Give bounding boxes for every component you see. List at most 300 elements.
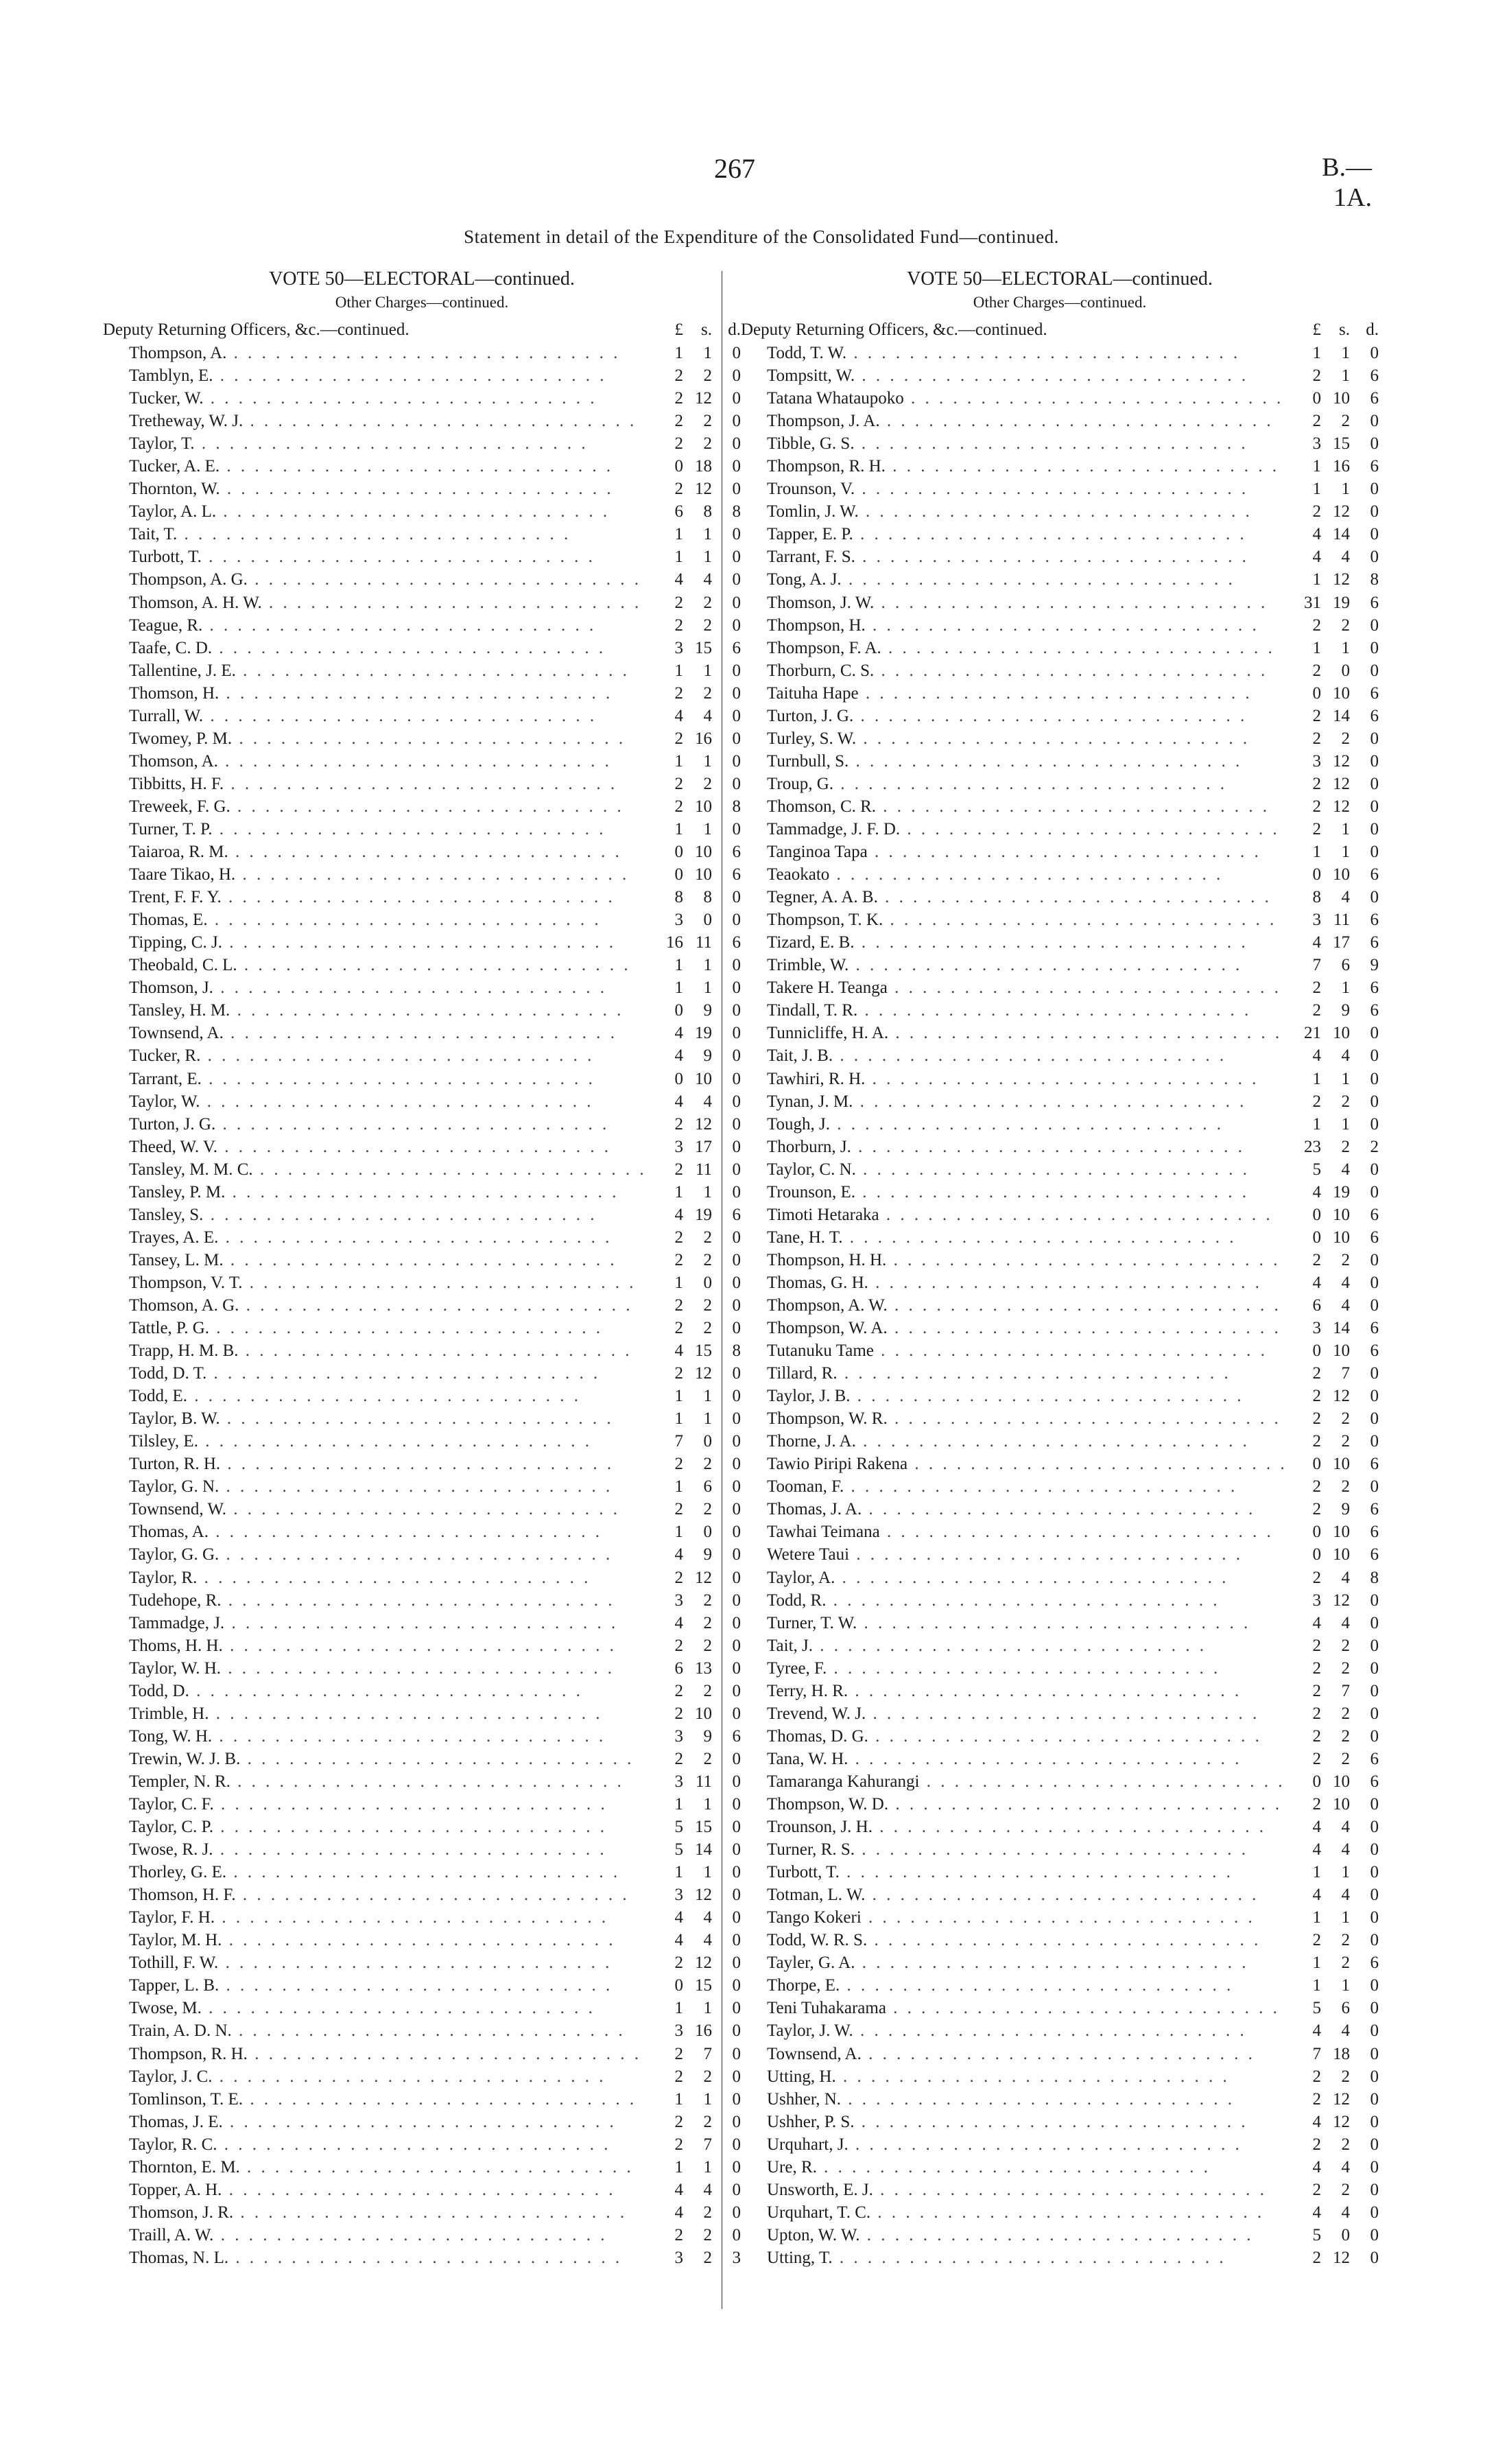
pounds-value: 4 (1312, 2203, 1321, 2222)
entry-row (103, 2133, 741, 2156)
entry-row (741, 2201, 1379, 2224)
payee-name: Taylor, B. W. . . (103, 1407, 649, 1430)
entry-row (741, 705, 1379, 727)
entry-row (741, 863, 1379, 886)
payee-name: Thoms, H. H. . . (103, 1634, 649, 1657)
payee-name: Traill, A. W. . . (103, 2224, 649, 2246)
shillings-value: 12 (1333, 570, 1350, 589)
pence-value: 0 (732, 344, 741, 362)
pounds-value: 2 (674, 366, 683, 386)
pence-header: d. (1366, 320, 1379, 339)
pounds-value: 2 (1312, 1568, 1321, 1587)
entry-row (103, 750, 741, 773)
pence-value: 6 (1370, 683, 1379, 703)
pence-value: 0 (1370, 1273, 1379, 1292)
payee-name: Thomas, J. A. . . (741, 1498, 1287, 1521)
shillings-value: 9 (703, 1726, 712, 1746)
payee-name: Turnbull, S. . . (741, 750, 1287, 773)
payee-name: Taafe, C. D. . . (103, 637, 649, 659)
payee-name: Urquhart, T. C. . . (741, 2201, 1287, 2224)
shillings-value: 4 (1341, 1046, 1350, 1066)
pounds-value: 2 (1312, 978, 1321, 998)
shillings-value: 10 (1333, 865, 1350, 884)
entry-row (103, 659, 741, 682)
pence-value: 0 (732, 978, 741, 998)
entry-row (741, 1974, 1379, 1997)
pounds-value: 6 (674, 502, 683, 521)
entry-row (103, 1068, 741, 1090)
pence-value: 0 (1370, 1114, 1379, 1134)
pence-value: 0 (732, 548, 741, 567)
pence-value: 0 (732, 956, 741, 975)
pounds-value: 3 (674, 911, 683, 930)
shillings-value: 4 (703, 570, 712, 589)
entry-row (103, 1044, 741, 1067)
pence-value: 6 (1370, 389, 1379, 408)
entry-list (741, 342, 1379, 2269)
pounds-value: 2 (1312, 2180, 1321, 2199)
payee-name: Tawhai Teimana . . (741, 1521, 1287, 1543)
pence-value: 0 (732, 819, 741, 838)
shillings-value: 6 (1341, 956, 1350, 975)
pounds-value: 2 (1312, 2135, 1321, 2154)
entry-row (741, 1339, 1379, 1362)
pence-value: 0 (732, 888, 741, 907)
right-column (741, 268, 1379, 2269)
page-number: 267 (714, 153, 755, 184)
shillings-value: 0 (703, 1432, 712, 1451)
pence-value: 0 (1370, 525, 1379, 544)
payee-name: Thomson, J. R. . . (103, 2201, 649, 2224)
shillings-value: 10 (1333, 389, 1350, 408)
pounds-header: £ (674, 320, 683, 339)
pounds-value: 4 (1312, 2112, 1321, 2131)
pounds-value: 2 (1312, 1931, 1321, 1950)
pence-value: 0 (732, 389, 741, 408)
shillings-value: 4 (1341, 548, 1350, 567)
pounds-value: 4 (1312, 1613, 1321, 1632)
shillings-value: 2 (703, 1636, 712, 1655)
pounds-value: 2 (674, 1749, 683, 1768)
pence-value: 0 (732, 1749, 741, 1768)
payee-name: Todd, D. T. . . (103, 1362, 649, 1385)
payee-name: Thompson, H. H. . . (741, 1249, 1287, 1271)
payee-name: Tallentine, J. E. . . (103, 659, 649, 682)
shillings-value: 4 (703, 2180, 712, 2199)
pence-value: 0 (732, 2225, 741, 2244)
shillings-value: 1 (703, 2089, 712, 2109)
pence-value: 0 (1370, 1613, 1379, 1632)
pence-value: 6 (1370, 1319, 1379, 1338)
payee-name: Thomson, J. . . (103, 976, 649, 999)
shillings-value: 2 (1341, 1092, 1350, 1111)
payee-name: Thorpe, E. . . (741, 1974, 1287, 1997)
payee-name: Tong, A. J. . . (741, 568, 1287, 591)
shillings-value: 1 (1341, 480, 1350, 499)
pence-value: 0 (732, 2089, 741, 2109)
payee-name: Tothill, F. W. . . (103, 1951, 649, 1974)
shillings-value: 2 (703, 1228, 712, 1247)
pence-value: 0 (732, 2180, 741, 2199)
pence-value: 6 (1370, 1001, 1379, 1020)
payee-name: Taylor, C. F. . . (103, 1793, 649, 1816)
entry-row (103, 2111, 741, 2133)
shillings-value: 10 (1333, 1772, 1350, 1791)
payee-name: Topper, A. H. . . (103, 2179, 649, 2201)
shillings-value: 2 (1341, 1477, 1350, 1497)
pounds-value: 3 (1312, 1319, 1321, 1338)
payee-name: Tait, J. . . (741, 1634, 1287, 1657)
shillings-value: 6 (1341, 1999, 1350, 2018)
pounds-value: 1 (1312, 480, 1321, 499)
pounds-value: 2 (1312, 661, 1321, 680)
pounds-value: 2 (674, 2067, 683, 2086)
entry-row (741, 1680, 1379, 1702)
pence-value: 6 (1370, 1523, 1379, 1542)
entry-row (741, 1158, 1379, 1181)
entry-row (103, 1475, 741, 1498)
pence-value: 6 (1370, 457, 1379, 476)
pounds-value: 2 (1312, 1432, 1321, 1451)
pence-value: 6 (1370, 1455, 1379, 1474)
shillings-value: 12 (1333, 797, 1350, 816)
entry-row (103, 1521, 741, 1543)
pounds-value: 1 (674, 1999, 683, 2018)
pounds-value: 2 (1312, 1749, 1321, 1768)
entry-row (741, 1498, 1379, 1521)
pounds-value: 4 (674, 1024, 683, 1043)
pounds-value: 0 (1312, 865, 1321, 884)
payee-name: Tucker, A. E. . . (103, 455, 649, 478)
pounds-value: 2 (1312, 1704, 1321, 1723)
pence-value: 6 (732, 843, 741, 862)
pounds-value: 3 (1312, 911, 1321, 930)
entry-row (103, 818, 741, 841)
payee-name: Turbott, T. . . (103, 545, 649, 568)
pence-value: 0 (732, 1046, 741, 1066)
pence-value: 6 (1370, 911, 1379, 930)
shillings-value: 1 (1341, 344, 1350, 362)
entry-row (103, 1543, 741, 1566)
entry-row (741, 1770, 1379, 1793)
payee-name: Tutanuku Tame . . (741, 1339, 1287, 1362)
entry-row (741, 1317, 1379, 1339)
pounds-value: 2 (1312, 819, 1321, 838)
entry-row (103, 1136, 741, 1158)
pounds-value: 2 (674, 1568, 683, 1587)
shillings-value: 1 (703, 2157, 712, 2176)
entry-row (103, 1294, 741, 1317)
shillings-value: 10 (695, 1704, 712, 1723)
pounds-value: 3 (674, 1137, 683, 1156)
entry-row (103, 954, 741, 976)
shillings-value: 1 (703, 978, 712, 998)
pounds-value: 21 (1304, 1024, 1321, 1043)
pence-value: 0 (1370, 1726, 1379, 1746)
pounds-value: 2 (674, 1636, 683, 1655)
payee-name: Tilsley, E. . . (103, 1430, 649, 1453)
pounds-value: 2 (674, 2135, 683, 2154)
payee-name: Taylor, A. . . (741, 1567, 1287, 1589)
entry-row (103, 432, 741, 455)
pence-value: 0 (732, 366, 741, 386)
pounds-value: 4 (1312, 1182, 1321, 1201)
payee-name: Taylor, A. L. . . (103, 500, 649, 523)
pounds-value: 2 (674, 1295, 683, 1315)
shillings-value: 0 (703, 1523, 712, 1542)
shillings-value: 15 (695, 1341, 712, 1361)
shillings-value: 2 (1341, 729, 1350, 748)
entry-row (103, 1793, 741, 1816)
pounds-value: 1 (1312, 457, 1321, 476)
pounds-value: 2 (674, 1250, 683, 1269)
entry-row (103, 455, 741, 478)
pence-value: 0 (1370, 1409, 1379, 1429)
shillings-value: 2 (703, 2248, 712, 2267)
entry-row (741, 1521, 1379, 1543)
entry-row (741, 2088, 1379, 2111)
payee-name: Tattle, P. G. . . (103, 1317, 649, 1339)
pence-value: 0 (732, 1319, 741, 1338)
shillings-value: 10 (1333, 1341, 1350, 1361)
shillings-value: 12 (695, 389, 712, 408)
payee-name: Tansley, M. M. C. . . (103, 1158, 649, 1181)
pounds-value: 4 (674, 570, 683, 589)
payee-name: Utting, H. . . (741, 2065, 1287, 2088)
entry-row (741, 637, 1379, 659)
pounds-value: 7 (1312, 2044, 1321, 2063)
pence-value: 6 (1370, 933, 1379, 952)
pence-value: 0 (1370, 2180, 1379, 2199)
payee-name: Tansley, S. . . (103, 1204, 649, 1226)
shillings-value: 18 (1333, 2044, 1350, 2063)
payee-name: Thomson, A. . . (103, 750, 649, 773)
pounds-value: 31 (1304, 593, 1321, 612)
payee-name: Twose, R. J. . . (103, 1838, 649, 1861)
payee-name: Tunnicliffe, H. A. . . (741, 1022, 1287, 1044)
payee-name: Thomas, G. H. . . (741, 1271, 1287, 1294)
payee-name: Taare Tikao, H. . . (103, 863, 649, 886)
payee-name: Tane, H. T. . . (741, 1226, 1287, 1249)
shillings-value: 2 (1341, 1749, 1350, 1768)
shillings-value: 2 (1341, 615, 1350, 635)
shillings-value: 11 (695, 933, 712, 952)
pence-value: 0 (1370, 1092, 1379, 1111)
pence-value: 0 (1370, 1432, 1379, 1451)
pounds-value: 3 (674, 2021, 683, 2041)
pence-value: 0 (732, 434, 741, 454)
pounds-value: 1 (1312, 1976, 1321, 1995)
entry-row (741, 841, 1379, 863)
pence-value: 6 (1370, 1772, 1379, 1791)
payee-name: Tucker, R. . . (103, 1044, 649, 1067)
pounds-value: 4 (674, 1205, 683, 1224)
entry-row (741, 1725, 1379, 1748)
shillings-value: 1 (703, 1863, 712, 1882)
payee-name: Tansley, P. M. . . (103, 1181, 649, 1204)
payee-name: Taylor, W. H. . . (103, 1657, 649, 1680)
payee-name: Treweek, F. G. . . (103, 795, 649, 818)
payee-name: Turton, R. H. . . (103, 1453, 649, 1475)
pence-value: 0 (732, 1409, 741, 1429)
entry-row (103, 999, 741, 1022)
shillings-value: 1 (1341, 819, 1350, 838)
pounds-value: 5 (1312, 1160, 1321, 1179)
pence-value: 0 (732, 1364, 741, 1383)
shillings-value: 4 (1341, 1840, 1350, 1859)
section-subheading (741, 318, 1379, 342)
entry-row (741, 908, 1379, 931)
pence-value: 0 (732, 1432, 741, 1451)
shillings-value: 12 (1333, 502, 1350, 521)
pounds-value: 2 (674, 683, 683, 703)
shillings-value: 2 (703, 2225, 712, 2244)
pounds-value: 2 (1312, 706, 1321, 725)
pence-value: 3 (732, 2248, 741, 2267)
shillings-value: 14 (1333, 706, 1350, 725)
pounds-value: 0 (1312, 1545, 1321, 1564)
shillings-value: 16 (695, 2021, 712, 2041)
payee-name: Ushher, P. S. . . (741, 2111, 1287, 2133)
payee-name: Thompson, A. G. . . (103, 568, 649, 591)
entry-row (741, 1068, 1379, 1090)
shillings-value: 10 (695, 797, 712, 816)
shillings-header: s. (1339, 320, 1350, 339)
entry-row (103, 1249, 741, 1271)
shillings-value: 17 (1333, 933, 1350, 952)
shillings-value: 11 (1333, 911, 1350, 930)
shillings-value: 12 (1333, 774, 1350, 793)
shillings-value: 0 (1341, 661, 1350, 680)
pence-value: 0 (1370, 2044, 1379, 2063)
entry-row (741, 1044, 1379, 1067)
entry-row (741, 478, 1379, 500)
shillings-value: 2 (703, 1591, 712, 1610)
shillings-value: 19 (695, 1205, 712, 1224)
payee-name: Thompson, H. . . (741, 614, 1287, 637)
shillings-value: 12 (1333, 2089, 1350, 2109)
pence-value: 6 (1370, 1953, 1379, 1973)
pence-value: 0 (1370, 1840, 1379, 1859)
pence-value: 0 (1370, 638, 1379, 657)
pence-value: 0 (1370, 1295, 1379, 1315)
pounds-value: 2 (674, 480, 683, 499)
pence-value: 0 (1370, 615, 1379, 635)
entry-row (741, 1906, 1379, 1929)
payee-name: Thomson, A. G. . . (103, 1294, 649, 1317)
entry-row (741, 773, 1379, 795)
pounds-value: 6 (674, 1658, 683, 1678)
shillings-value: 1 (703, 751, 712, 771)
pounds-value: 2 (1312, 1658, 1321, 1678)
pence-value: 0 (732, 911, 741, 930)
pence-value: 0 (1370, 1863, 1379, 1882)
pounds-value: 3 (1312, 751, 1321, 771)
payee-name: Taylor, R. C. . . (103, 2133, 649, 2156)
pence-value: 0 (732, 570, 741, 589)
payee-name: Tammadge, J. . . (103, 1612, 649, 1634)
entry-row (103, 2246, 741, 2269)
entry-row (103, 2156, 741, 2179)
shillings-value: 12 (695, 1953, 712, 1973)
pounds-value: 8 (674, 888, 683, 907)
entry-row (741, 886, 1379, 908)
pounds-value: 1 (1312, 1863, 1321, 1882)
pounds-value: 2 (674, 434, 683, 454)
vote-heading: VOTE 50—ELECTORAL—continued. (907, 268, 1213, 290)
pence-value: 0 (1370, 2225, 1379, 2244)
pence-value: 0 (732, 1024, 741, 1043)
entry-row (103, 1181, 741, 1204)
pence-value: 0 (732, 1137, 741, 1156)
payee-name: Thompson, R. H. . . (103, 2043, 649, 2065)
payee-name: Taituha Hape . . (741, 682, 1287, 705)
shillings-value: 10 (1333, 1455, 1350, 1474)
shillings-value: 10 (1333, 683, 1350, 703)
pounds-value: 4 (674, 1545, 683, 1564)
pence-value: 2 (1370, 1137, 1379, 1156)
payee-name: Trayes, A. E. . . (103, 1226, 649, 1249)
pounds-value: 2 (1312, 1250, 1321, 1269)
pence-value: 0 (1370, 2135, 1379, 2154)
entry-row (103, 1838, 741, 1861)
payee-name: Taylor, J. B. . . (741, 1385, 1287, 1407)
payee-name: Tapper, L. B. . . (103, 1974, 649, 1997)
payee-name: Tait, J. B. . . (741, 1044, 1287, 1067)
pence-value: 0 (732, 1114, 741, 1134)
pounds-value: 3 (674, 1772, 683, 1791)
pounds-value: 0 (1312, 1523, 1321, 1542)
pounds-value: 2 (674, 797, 683, 816)
shillings-value: 10 (1333, 1545, 1350, 1564)
pounds-value: 7 (674, 1432, 683, 1451)
pounds-value: 2 (1312, 1387, 1321, 1406)
pounds-value: 4 (674, 2203, 683, 2222)
payee-name: Trounson, E. . . (741, 1181, 1287, 1204)
entry-row (741, 931, 1379, 954)
pounds-value: 4 (1312, 548, 1321, 567)
shillings-value: 18 (695, 457, 712, 476)
shillings-value: 7 (703, 2135, 712, 2154)
shillings-value: 2 (703, 774, 712, 793)
payee-name: Taylor, C. P. . . (103, 1816, 649, 1838)
payee-name: Utting, T. . . (741, 2246, 1287, 2269)
pounds-value: 1 (674, 1477, 683, 1497)
pounds-value: 2 (1312, 1409, 1321, 1429)
pence-value: 0 (1370, 2089, 1379, 2109)
payee-name: Tana, W. H. . . (741, 1748, 1287, 1770)
pence-value: 0 (732, 2157, 741, 2176)
pounds-value: 1 (674, 2089, 683, 2109)
payee-name: Tindall, T. R. . . (741, 999, 1287, 1022)
shillings-value: 11 (695, 1160, 712, 1179)
left-column (103, 268, 741, 2269)
shillings-value: 1 (703, 661, 712, 680)
payee-name: Tammadge, J. F. D. . . (741, 818, 1287, 841)
entry-row (103, 1702, 741, 1725)
entry-row (103, 863, 741, 886)
payee-name: Thompson, V. T. . . (103, 1271, 649, 1294)
pence-value: 0 (732, 1568, 741, 1587)
pounds-value: 2 (674, 1455, 683, 1474)
pounds-value: 4 (674, 1046, 683, 1066)
pence-value: 0 (732, 2203, 741, 2222)
entry-row (741, 659, 1379, 682)
pounds-value: 8 (1312, 888, 1321, 907)
pounds-value: 1 (1312, 1908, 1321, 1927)
payee-name: Thompson, F. A. . . (741, 637, 1287, 659)
payee-name: Turbott, T. . . (741, 1861, 1287, 1884)
